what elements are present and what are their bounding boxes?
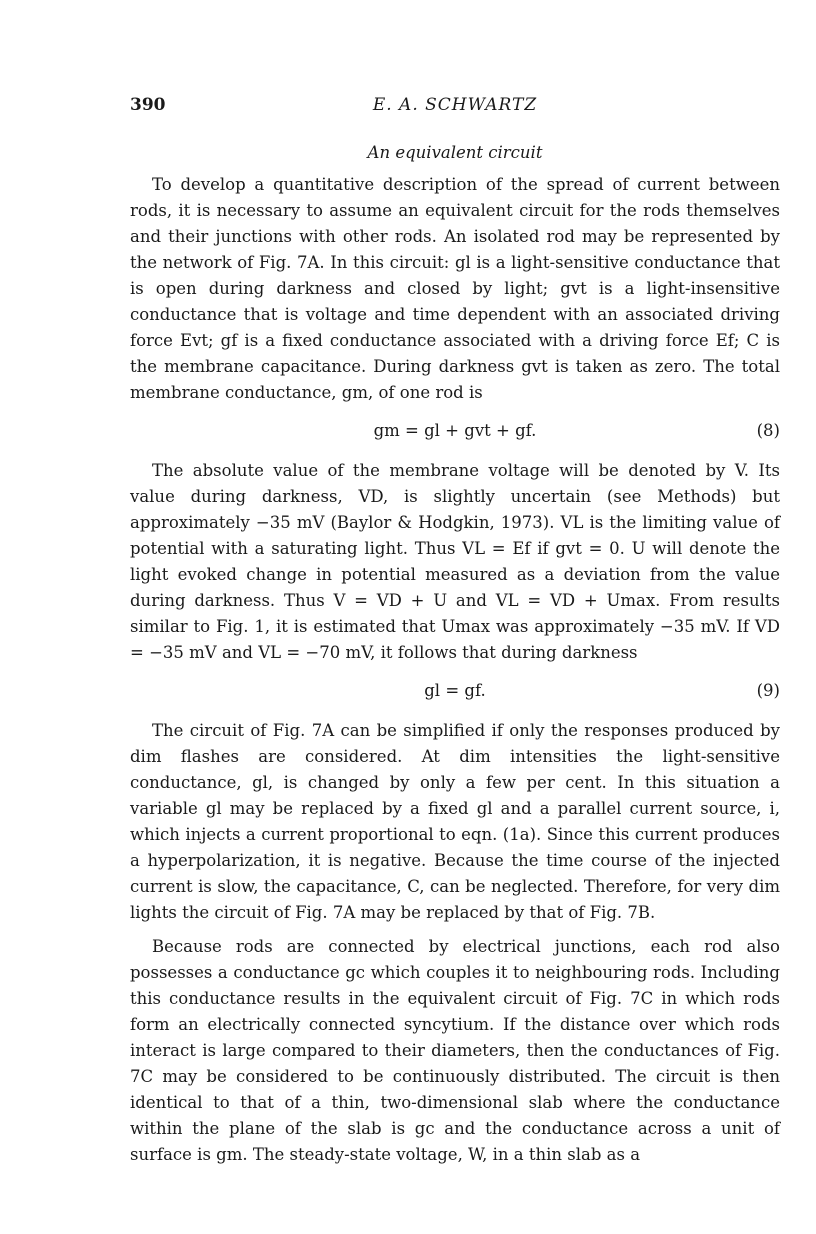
section-title: An equivalent circuit [367,143,543,162]
paragraph-4: Because rods are connected by electrical junctions, each rod also possesses a conductance gc which couples it to neighbouring rods. Including this conductance results in the equivalent circuit of Fig. 7C in which rods form an electrically connected syncytium. If the distance over which rods interact is large compared to their diameters, then the conductances of Fig. 7C may be considered to be continuously distributed. The circuit is then identical to that of a thin, two-dimensional slab where the conductance within the plane of the slab is gc and the conductance across a unit of surface is gm. The steady-state voltage, W, in a thin slab as a [130,937,780,1164]
page-number: 390 [130,95,166,115]
paragraph-1: To develop a quantitative description of the spread of current between rods, it is necessary to assume an equivalent circuit for the rods themselves and their junctions with other rods. An isolated rod may be represented by the network of Fig. 7A. In this circuit: gl is a light-sensitive conductance that is open during darkness and closed by light; gvt is a light-insensitive conductance that is voltage and time dependent with an associated driving force Evt; gf is a fixed conductance associated with a driving force Ef; C is the membrane capacitance. During darkness gvt is taken as zero. The total membrane conductance, gm, of one rod is [130,175,780,402]
paragraph-2: The absolute value of the membrane voltage will be denoted by V. Its value during darkness, VD, is slightly uncertain (see Methods) but approximately −35 mV (Baylor & Hodgkin, 1973). VL is the limiting value of potential with a saturating light. Thus VL = Ef if gvt = 0. U will denote the light evoked change in potential measured as a deviation from the value during darkness. Thus V = VD + U and VL = VD + Umax. From results similar to Fig. 1, it is estimated that Umax was approximately −35 mV. If VD = −35 mV and VL = −70 mV, it follows that during darkness [130,461,780,662]
equation-9 [130,678,780,704]
body-text [130,140,780,1168]
equation-8 [130,418,780,444]
page-header [130,95,780,123]
equation-9-number: (9) [756,681,780,700]
equation-8-expression: gm = gl + gvt + gf. [373,421,537,440]
equation-8-number: (8) [756,421,780,440]
paragraph-3: The circuit of Fig. 7A can be simplified if only the responses produced by dim flashes are considered. At dim intensities the light-sensitive conductance, gl, is changed by only a few per cent. In this situation a variable gl may be replaced by a fixed gl and a parallel current source, i, which injects a current proportional to eqn. (1a). Since this current produces a hyperpolarization, it is negative. Because the time course of the injected current is slow, the capacitance, C, can be neglected. Therefore, for very dim lights the circuit of Fig. 7A may be replaced by that of Fig. 7B. [130,721,780,922]
running-head: E. A. SCHWARTZ [372,95,538,115]
equation-9-expression: gl = gf. [424,681,486,700]
